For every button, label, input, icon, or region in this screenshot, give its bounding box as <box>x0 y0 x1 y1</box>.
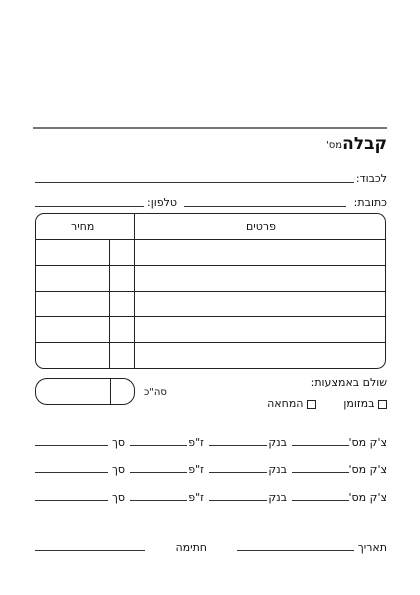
amount-label: סך <box>111 463 125 476</box>
items-table <box>35 213 386 369</box>
cash-option[interactable] <box>343 397 387 411</box>
branch-field[interactable] <box>130 500 187 501</box>
to-field[interactable] <box>35 182 354 183</box>
table-row[interactable] <box>36 291 385 292</box>
amount-label: סך <box>111 491 125 504</box>
amount-field[interactable] <box>35 500 108 501</box>
bank-label: בנק <box>268 463 287 476</box>
amount-field[interactable] <box>35 445 108 446</box>
bank-field[interactable] <box>209 500 267 501</box>
check-number-field[interactable] <box>292 445 349 446</box>
total-box[interactable] <box>35 378 135 405</box>
branch-label: ז"פ <box>188 491 204 504</box>
total-box-divider <box>110 379 111 404</box>
check-label: המחאה <box>267 397 304 410</box>
check-checkbox[interactable] <box>307 400 316 409</box>
cents-column-divider <box>109 239 110 368</box>
total-label: סה"כ <box>144 387 167 398</box>
paid-by-label: שולם באמצעות: <box>310 376 387 389</box>
table-header <box>36 214 385 240</box>
price-column-header: מחיר <box>71 220 95 233</box>
address-label: כתובת: <box>353 196 387 209</box>
phone-label: טלפון: <box>147 196 177 209</box>
bank-label: בנק <box>268 436 287 449</box>
top-divider <box>33 127 387 129</box>
signature-field[interactable] <box>35 550 145 551</box>
bank-field[interactable] <box>209 472 267 473</box>
receipt-title: קבלה <box>342 134 387 154</box>
branch-field[interactable] <box>130 445 187 446</box>
bank-field[interactable] <box>209 445 267 446</box>
cash-label: במזומן <box>343 397 375 410</box>
branch-field[interactable] <box>130 472 187 473</box>
amount-label: סך <box>111 436 125 449</box>
check-number-label: צ'ק מס' <box>348 463 387 476</box>
check-number-label: צ'ק מס' <box>348 491 387 504</box>
signature-label: חתימה <box>175 541 207 554</box>
receipt-number-label: מס' <box>325 140 342 151</box>
amount-field[interactable] <box>35 472 108 473</box>
address-field[interactable] <box>184 206 346 207</box>
date-label: תאריך <box>357 541 387 554</box>
check-option[interactable] <box>267 397 316 411</box>
table-row[interactable] <box>36 316 385 317</box>
check-number-field[interactable] <box>292 500 349 501</box>
date-field[interactable] <box>237 550 354 551</box>
branch-label: ז"פ <box>188 463 204 476</box>
to-label: לכבוד: <box>355 172 387 185</box>
bank-label: בנק <box>268 491 287 504</box>
cash-checkbox[interactable] <box>378 400 387 409</box>
table-row[interactable] <box>36 265 385 266</box>
check-number-label: צ'ק מס' <box>348 436 387 449</box>
details-column-header: פרטים <box>246 220 276 233</box>
table-row[interactable] <box>36 342 385 343</box>
phone-field[interactable] <box>35 206 144 207</box>
check-number-field[interactable] <box>292 472 349 473</box>
branch-label: ז"פ <box>188 436 204 449</box>
